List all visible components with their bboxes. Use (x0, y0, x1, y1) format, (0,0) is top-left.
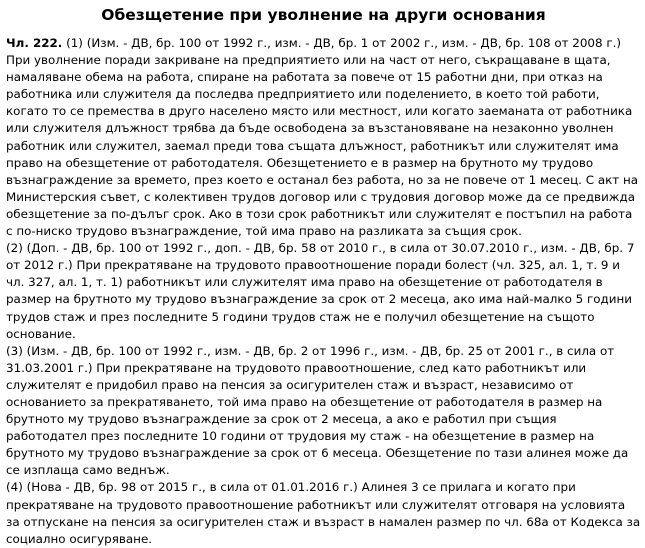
page-title: Обезщетение при уволнение на други основания (101, 6, 546, 24)
paragraph-text: (2) (Доп. - ДВ, бр. 100 от 1992 г., доп. - ДВ, бр. 58 от 2010 г., в сила от 30.07.2010 г., изм. - ДВ, бр. 7 от 2012 г.) При прекратяване на трудовото правоотношение поради болест (чл. 325, ал. 1, т. 9 и чл. 327, ал. 1, т. 1) работникът или служителят има право на обезщетение от работодателя в размер на брутното му трудово възнаграждение за срок от 2 месеца, ако има най-малко 5 години трудов стаж и през последните 5 години трудов стаж не е получил обезщетение на същото основание. (6, 241, 635, 341)
paragraph-text: (1) (Изм. - ДВ, бр. 100 от 1992 г., изм. - ДВ, бр. 1 от 2002 г., изм. - ДВ, бр. 108 от 2008 г.) При уволнение поради закриване на предприятието или на част от него, съкращаване в щата, намаляване обема на работа, спиране на работата за повече от 15 работни дни, при отказ на работника или служителя да последва предприятието или поделението, в което той работи, когато то се премества в друго населено място или местност, или когато заеманата от работника или служителя длъжност трябва да бъде освободена за възстановяване на незаконно уволнен работник или служител, заемал преди това същата длъжност, работникът или служителят има право на обезщетение от работодателя. Обезщетението е в размер на брутното му трудово възнаграждение за времето, през което е останал без работа, но за не повече от 1 месец. С акт на Министерския съвет, с колективен трудов договор или с трудовия договор може да се предвижда обезщетение за по-дълъг срок. Ако в този срок работникът или служителят е постъпил на работа с по-ниско трудово възнаграждение, той има право на разликата за същия срок. (6, 36, 639, 239)
paragraph-text: (3) (Изм. - ДВ, бр. 100 от 1992 г., изм. - ДВ, бр. 2 от 1996 г., изм. - ДВ, бр. 25 от 2001 г., в сила от 31.03.2001 г.) При прекратяване на трудовото правоотношение, след като работникът или служителят е придобил право на пенсия за осигурителен стаж и възраст, независимо от основанието за прекратяването, той има право на обезщетение от работодателя в размер на брутното му трудово възнаграждение за срок от 2 месеца, а ако е работил при същия работодател през последните 10 години от трудовия му стаж - на обезщетение в размер на брутното му трудово възнаграждение за срок от 6 месеца. Обезщетение по тази алинея може да се изплаща само веднъж. (6, 343, 629, 478)
article-paragraph-2 (6, 240, 641, 343)
article-body (6, 35, 641, 548)
article-paragraph-3 (6, 343, 641, 480)
article-paragraph-4 (6, 479, 641, 547)
paragraph-text: (4) (Нова - ДВ, бр. 98 от 2015 г., в сила от 01.01.2016 г.) Алинея 3 се прилага и когато при прекратяване на трудовото правоотношение работникът или служителят отговаря на условията за отпускане на пенсия за осигурителен стаж и възраст в намален размер по чл. 68а от Кодекса за социално осигуряване. (6, 480, 641, 546)
article-number: Чл. 222. (6, 36, 63, 50)
article-paragraph-1 (6, 35, 641, 240)
